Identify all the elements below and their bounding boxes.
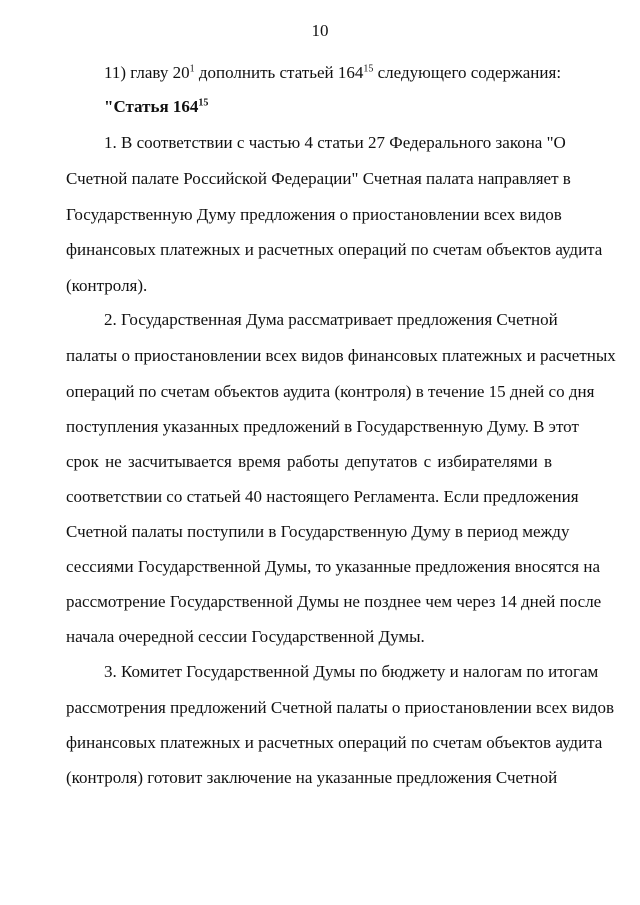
paragraph-2-line: рассмотрение Государственной Думы не позднее чем через 14 дней после xyxy=(66,592,602,611)
paragraph-1-line: (контроля). xyxy=(66,276,148,295)
paragraph-3-line: (контроля) готовит заключение на указанные предложения Счетной xyxy=(66,768,558,787)
paragraph-2-line: соответствии со статьей 40 настоящего Регламента. Если предложения xyxy=(66,487,579,506)
paragraph-2-line: поступления указанных предложений в Государственную Думу. В этот xyxy=(66,417,579,436)
paragraph-2-line: 2. Государственная Дума рассматривает предложения Счетной xyxy=(104,310,558,329)
paragraph-1-line: Счетной палате Российской Федерации" Счетная палата направляет в xyxy=(66,169,571,188)
paragraph-1-line: Государственную Думу предложения о приостановлении всех видов xyxy=(66,205,562,224)
paragraph-2-line: срок не засчитывается время работы депутатов с избирателями в xyxy=(66,452,552,471)
paragraph-2-line: Счетной палаты поступили в Государственную Думу в период между xyxy=(66,522,570,541)
paragraph-3-line: финансовых платежных и расчетных операций по счетам объектов аудита xyxy=(66,733,603,752)
article-heading: "Статья $164^{15}$ xyxy=(104,97,209,116)
paragraph-2-line: операций по счетам объектов аудита (контроля) в течение 15 дней со дня xyxy=(66,382,595,401)
paragraph-2-line: сессиями Государственной Думы, то указанные предложения вносятся на xyxy=(66,557,601,576)
paragraph-1-line: финансовых платежных и расчетных операций по счетам объектов аудита xyxy=(66,240,603,259)
page-number: 10 xyxy=(311,21,329,40)
item-11-line: 11) главу $20^1$ дополнить статьей $164^{15}$ следующего содержания: xyxy=(104,63,562,82)
paragraph-1-line: 1. В соответствии с частью 4 статьи 27 Федерального закона "О xyxy=(104,133,566,152)
paragraph-3-line: 3. Комитет Государственной Думы по бюджету и налогам по итогам xyxy=(104,662,599,681)
paragraph-2-line: палаты о приостановлении всех видов финансовых платежных и расчетных xyxy=(66,346,616,365)
paragraph-2-line: начала очередной сессии Государственной Думы. xyxy=(66,627,425,646)
paragraph-3-line: рассмотрения предложений Счетной палаты о приостановлении всех видов xyxy=(66,698,615,717)
